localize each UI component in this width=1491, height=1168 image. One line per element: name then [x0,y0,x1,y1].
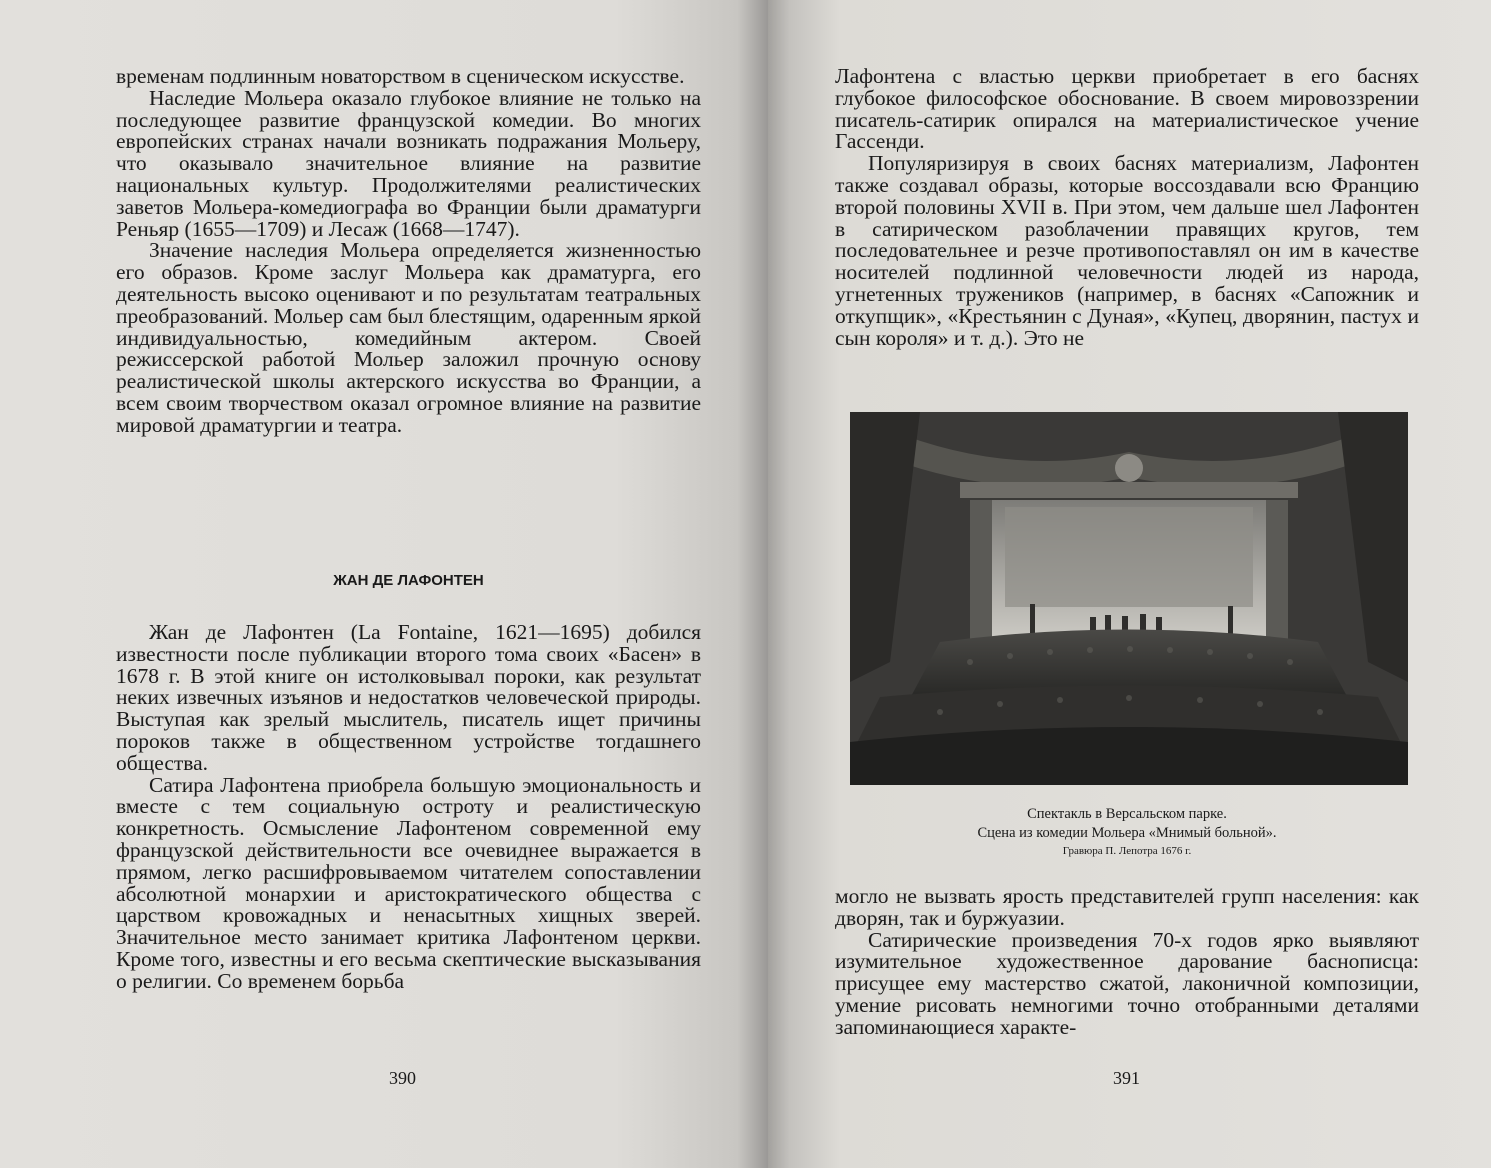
paragraph: временам подлинным новаторством в сценическом искусстве. [116,64,685,88]
paragraph: Наследие Мольера оказало глубокое влияние не только на последующее развитие французской комедии. Во многих европейских странах начали возникать подражания Мольеру, что оказывало значительное влияние на развитие национальных культур. Продолжителями реалистических заветов Мольера-комедиографа во Франции были драматурги Реньяр (1655—1709) и Лесаж (1668—1747). [116,85,701,241]
engraving-illustration [850,412,1408,785]
left-text-top [116,66,701,437]
caption-subtitle: Сцена из комедии Мольера «Мнимый больной». [977,825,1277,841]
right-page [768,0,1491,1168]
paragraph: Лафонтена с властью церкви приобретает в его баснях глубокое философское обоснование. В своем мировоззрении писатель-сатирик опирался на материалистическое учение Гассенди. [835,64,1419,154]
theater-scene-image [850,412,1408,785]
paragraph: Жан де Лафонтен (La Fontaine, 1621—1695) добился известности после публикации второго тома своих «Басен» в 1678 г. В этой книге он истолковывал пороки, как результат неких извечных изъянов и недостатков человеческой природы. Выступая как зрелый мыслитель, писатель ищет причины пороков также в общественном устройстве тогдашнего общества. [116,620,701,775]
page-number: 391 [1113,1068,1140,1088]
section-heading: ЖАН ДЕ ЛАФОНТЕН [333,572,484,589]
paragraph: Популяризируя в своих баснях материализм, Лафонтен также создавал образы, которые воссоздавали всю Францию второй половины XVII в. При этом, чем дальше шел Лафонтен в сатирическом разоблачении правящих кругов, тем последовательнее и резче противопоставлял он им в качестве носителей подлинной человечности людей из народа, угнетенных тружеников (например, в баснях «Сапожник и откупщик», «Крестьянин с Дуная», «Купец, дворянин, пастух и сын короля» и т. д.). Это не [835,151,1419,350]
right-text-top [835,66,1419,349]
right-text-bottom [835,886,1419,1039]
figure-caption [835,805,1419,859]
page-number: 390 [389,1068,416,1088]
caption-title: Спектакль в Версальском парке. [1027,806,1227,822]
paragraph: Сатирические произведения 70-х годов ярко выявляют изумительное художественное дарование баснописца: присущее ему мастерство сжатой, лаконичной композиции, умение рисовать немногими точно отобранными деталями запоминающиеся характе- [835,927,1419,1039]
left-text-bottom [116,622,701,993]
paragraph: Сатира Лафонтена приобрела большую эмоциональность и вместе с тем социальную остроту и реалистическую конкретность. Осмысление Лафонтеном современной ему французской действительности все очевиднее выражается в прямом, легко расшифровываемом читателем сопоставлении абсолютной монархии и аристократического общества с царством кровожадных и ненасытных хищных зверей. Значительное место занимает критика Лафонтеном церкви. Кроме того, известны и его весьма скептические высказывания о религии. Со временем борьба [116,772,701,993]
caption-credit: Гравюра П. Лепотра 1676 г. [1062,845,1192,857]
paragraph: Значение наследия Мольера определяется жизненностью его образов. Кроме заслуг Мольера как драматурга, его деятельность высоко оценивают и по результатам театральных преобразований. Мольер сам был блестящим, одаренным яркой индивидуальностью, комедийным актером. Своей режиссерской работой Мольер заложил прочную основу реалистической школы актерского искусства во Франции, а всем своим творчеством оказал огромное влияние на развитие мировой драматургии и театра. [116,238,701,437]
paragraph: могло не вызвать ярость представителей групп населения: как дворян, так и буржуазии. [835,884,1419,930]
